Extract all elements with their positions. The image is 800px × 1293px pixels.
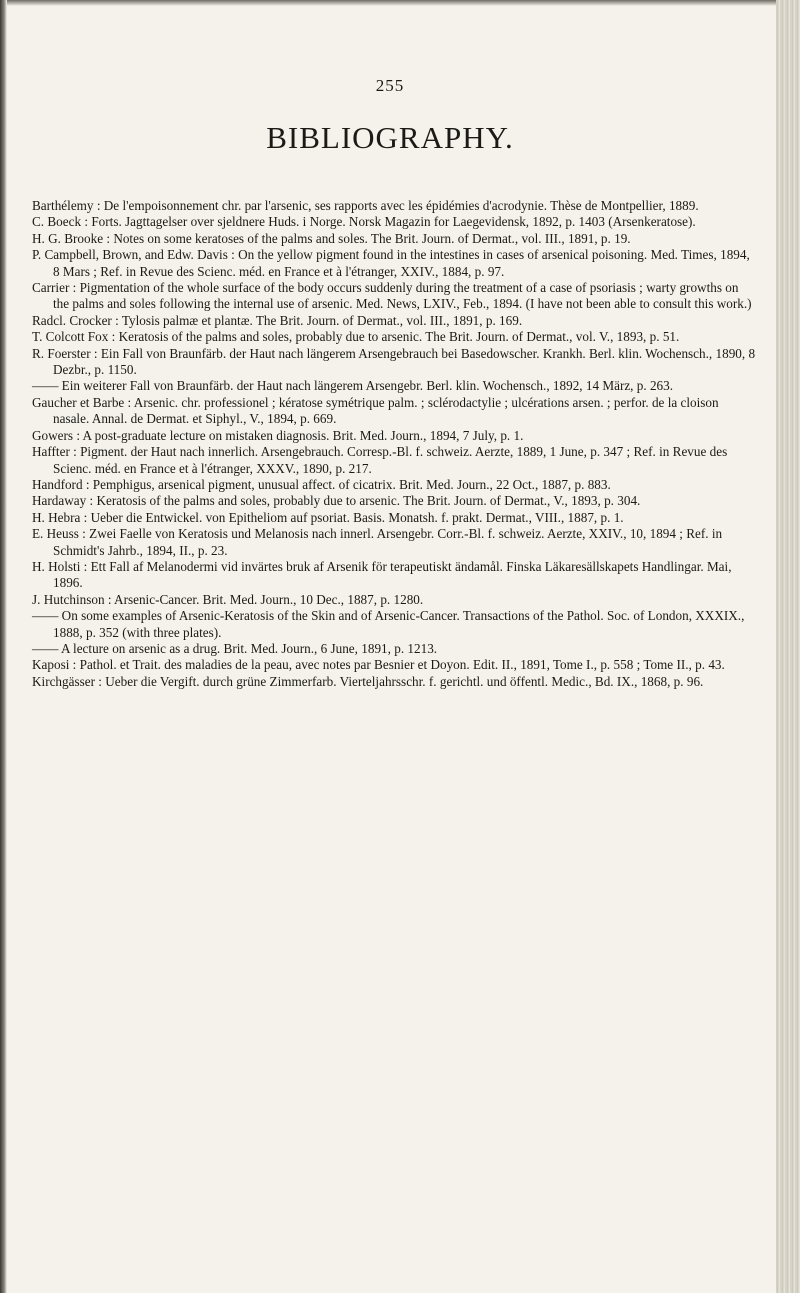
bibliography-entry: —— Ein weiterer Fall von Braunfärb. der Haut nach längerem Arsengebr. Berl. klin. Wochensch., 1892, 14 März, p. 263.: [32, 378, 674, 394]
bibliography-entry: Gaucher et Barbe : Arsenic. chr. professionel ; kératose symétrique palm. ; sclérodactylie ; ulcérations arsen. ; perfor. de la cloison nasale. Annal. de Dermat. et Siphyl., V., 1894, p. 669.: [32, 394, 719, 427]
bibliography-list: [32, 198, 756, 690]
bibliography-entry: —— On some examples of Arsenic-Keratosis of the Skin and of Arsenic-Cancer. Transactions of the Pathol. Soc. of London, XXXIX., 1888, p. 352 (with three plates).: [32, 608, 745, 640]
page-stack-edge: [776, 0, 800, 1293]
bibliography-entry: H. Hebra : Ueber die Entwickel. von Epitheliom auf psoriat. Basis. Monatsh. f. prakt. Dermat., VIII., 1887, p. 1.: [32, 509, 624, 525]
bibliography-entry: P. Campbell, Brown, and Edw. Davis : On the yellow pigment found in the intestines in cases of arsenical poisoning. Med. Times, 1894, 8 Mars ; Ref. in Revue des Scienc. méd. en France et à l'étranger, XXIV., 1884, p. 97.: [32, 247, 750, 279]
bibliography-entry: Haffter : Pigment. der Haut nach innerlich. Arsengebrauch. Corresp.-Bl. f. schweiz. Aerzte, 1889, 1 June, p. 347 ; Ref. in Revue des Scienc. méd. en France et à l'étranger, XXXV., 1890, p. 217.: [32, 444, 728, 476]
page-top-edge-shadow: [0, 0, 800, 6]
bibliography-entry: J. Hutchinson : Arsenic-Cancer. Brit. Med. Journ., 10 Dec., 1887, p. 1280.: [32, 591, 424, 607]
bibliography-entry: —— A lecture on arsenic as a drug. Brit. Med. Journ., 6 June, 1891, p. 1213.: [32, 640, 438, 656]
bibliography-entry: Radcl. Crocker : Tylosis palmæ et plantæ. The Brit. Journ. of Dermat., vol. III., 1891, p. 169.: [32, 312, 523, 328]
bibliography-entry: Kaposi : Pathol. et Trait. des maladies de la peau, avec notes par Besnier et Doyon. Edit. II., 1891, Tome I., p. 558 ; Tome II., p. 43.: [32, 657, 725, 673]
page-number: 255: [375, 76, 405, 95]
bibliography-entry: Kirchgässer : Ueber die Vergift. durch grüne Zimmerfarb. Vierteljahrsschr. f. gerichtl. und öffentl. Medic., Bd. IX., 1868, p. 96.: [32, 673, 704, 689]
page-binding-shadow: [0, 0, 7, 1293]
bibliography-entry: H. Holsti : Ett Fall af Melanodermi vid invärtes bruk af Arsenik för terapeutiskt ändamål. Finska Läkaresällskapets Handlingar. Mai, 1896.: [32, 558, 732, 591]
bibliography-entry: Handford : Pemphigus, arsenical pigment, unusual affect. of cicatrix. Brit. Med. Journ., 22 Oct., 1887, p. 883.: [32, 476, 611, 492]
bibliography-entry: Barthélemy : De l'empoisonnement chr. par l'arsenic, ses rapports avec les épidémies d'acrodynie. Thèse de Montpellier, 1889.: [32, 198, 699, 213]
bibliography-entry: C. Boeck : Forts. Jagttagelser over sjeldnere Huds. i Norge. Norsk Magazin for Laegevidensk, 1892, p. 1403 (Arsenkeratose).: [32, 214, 696, 230]
bibliography-entry: R. Foerster : Ein Fall von Braunfärb. der Haut nach längerem Arsengebrauch bei Basedowscher. Krankh. Berl. klin. Wochensch., 1890, 8 Dezbr., p. 1150.: [32, 345, 756, 378]
bibliography-entry: E. Heuss : Zwei Faelle von Keratosis und Melanosis nach innerl. Arsengebr. Corr.-Bl. f. schweiz. Aerzte, XXIV., 10, 1894 ; Ref. in Schmidt's Jahrb., 1894, II., p. 23.: [32, 526, 723, 558]
bibliography-entry: Hardaway : Keratosis of the palms and soles, probably due to arsenic. The Brit. Journ. of Dermat., V., 1893, p. 304.: [32, 493, 641, 509]
page-title: BIBLIOGRAPHY.: [266, 120, 514, 155]
bibliography-entry: Carrier : Pigmentation of the whole surface of the body occurs suddenly during the treatment of a case of psoriasis ; warty growths on the palms and soles following the internal use of arsenic. Med. News, LXIV., Feb., 1894. (I have not been able to consult this work.): [32, 280, 752, 312]
bibliography-entry: H. G. Brooke : Notes on some keratoses of the palms and soles. The Brit. Journ. of Dermat., vol. III., 1891, p. 19.: [32, 230, 631, 246]
bibliography-entry: T. Colcott Fox : Keratosis of the palms and soles, probably due to arsenic. The Brit. Journ. of Dermat., vol. V., 1893, p. 51.: [32, 329, 680, 345]
bibliography-entry: Gowers : A post-graduate lecture on mistaken diagnosis. Brit. Med. Journ., 1894, 7 July, p. 1.: [32, 427, 524, 443]
